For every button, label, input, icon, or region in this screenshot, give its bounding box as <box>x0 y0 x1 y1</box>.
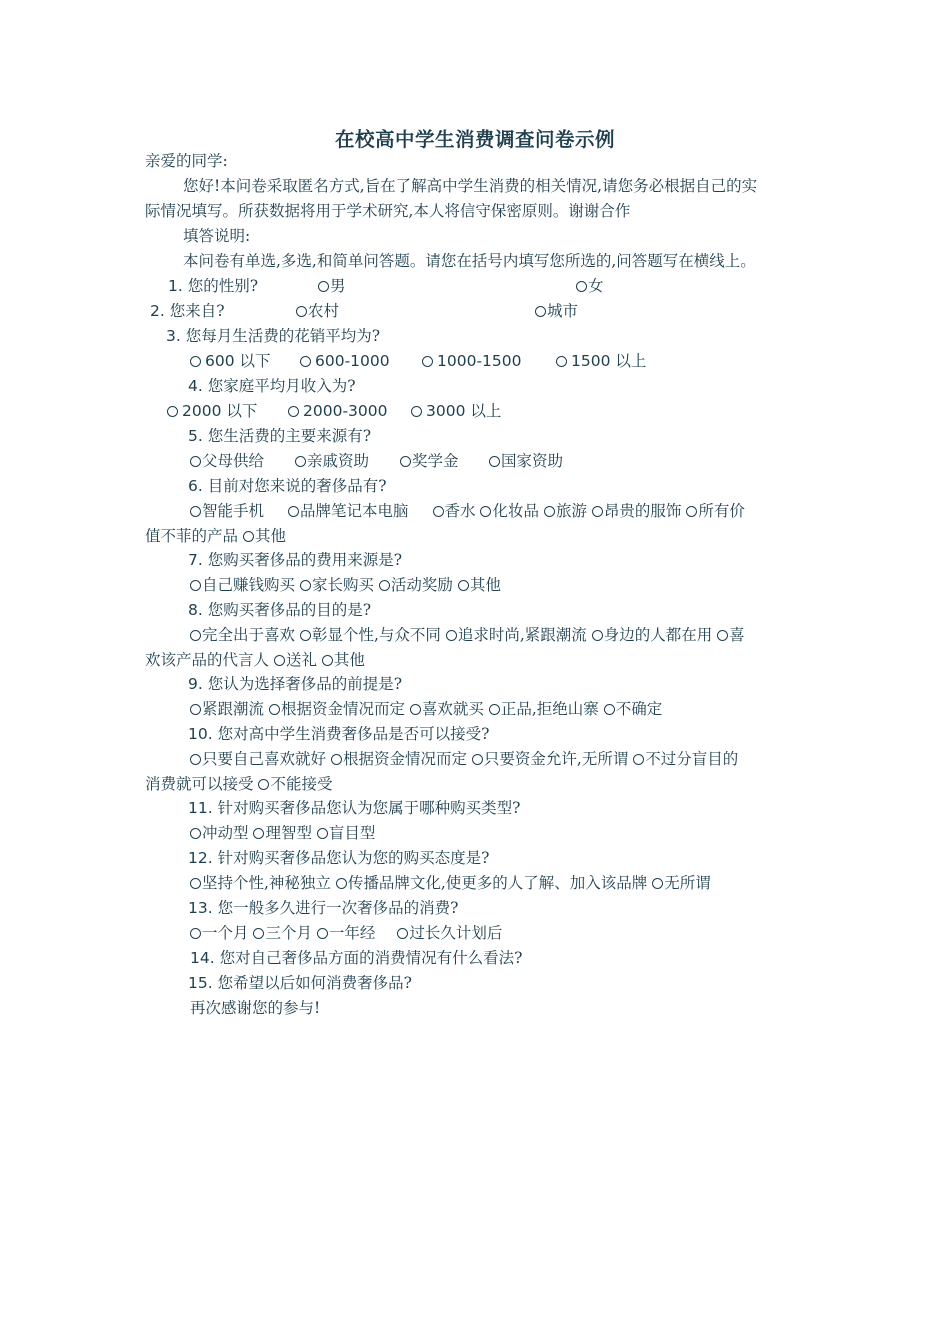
q12-option-3[interactable]: 无所谓 <box>652 872 711 894</box>
q10-option-4-part-1[interactable]: 不过分盲目的 <box>633 748 738 770</box>
radio-icon[interactable] <box>300 580 311 591</box>
closing-text: 再次感谢您的参与! <box>190 999 321 1017</box>
q3-option-3[interactable]: 1000-1500 <box>422 350 522 372</box>
q7-option-4[interactable]: 其他 <box>458 574 501 596</box>
radio-icon[interactable] <box>411 406 422 417</box>
radio-icon[interactable] <box>592 630 603 641</box>
q6-option-5[interactable]: 旅游 <box>544 500 587 522</box>
radio-icon[interactable] <box>717 630 728 641</box>
radio-icon[interactable] <box>576 281 587 292</box>
q1-option-2[interactable]: 女 <box>576 275 604 297</box>
radio-icon[interactable] <box>686 506 697 517</box>
q13-option-4[interactable]: 过长久计划后 <box>397 922 502 944</box>
radio-icon[interactable] <box>410 704 421 715</box>
q6-option-1[interactable]: 智能手机 <box>190 500 264 522</box>
radio-icon[interactable] <box>190 456 201 467</box>
q7-options <box>190 574 501 596</box>
q11-option-2[interactable]: 理智型 <box>253 822 312 844</box>
q9-option-4[interactable]: 正品,拒绝山寨 <box>489 698 599 720</box>
radio-icon[interactable] <box>243 531 254 542</box>
q7-option-2[interactable]: 家长购买 <box>300 574 374 596</box>
q2-option-2[interactable]: 城市 <box>535 300 578 322</box>
greeting: 亲爱的同学: <box>145 152 228 170</box>
radio-icon[interactable] <box>458 580 469 591</box>
question-9: 9. 您认为选择奢侈品的前提是? <box>188 675 403 693</box>
radio-icon[interactable] <box>544 506 555 517</box>
q6-option-4[interactable]: 化妆品 <box>480 500 539 522</box>
radio-icon[interactable] <box>274 655 285 666</box>
radio-icon[interactable] <box>472 754 483 765</box>
q12-options <box>190 872 711 894</box>
question-4: 4. 您家庭平均月收入为? <box>188 377 356 395</box>
instructions-heading: 填答说明: <box>183 227 251 245</box>
question-10: 10. 您对高中学生消费奢侈品是否可以接受? <box>188 725 490 743</box>
radio-icon[interactable] <box>317 928 328 939</box>
q5-option-3[interactable]: 奖学金 <box>400 450 459 472</box>
question-15: 15. 您希望以后如何消费奢侈品? <box>188 974 412 992</box>
radio-icon[interactable] <box>190 928 201 939</box>
q10-options-line-2 <box>145 773 332 795</box>
radio-icon[interactable] <box>190 356 201 367</box>
radio-icon[interactable] <box>190 506 201 517</box>
q13-option-3[interactable]: 一年经 <box>317 922 376 944</box>
q10-option-5[interactable]: 不能接受 <box>258 773 332 795</box>
radio-icon[interactable] <box>190 704 201 715</box>
q13-option-2[interactable]: 三个月 <box>253 922 312 944</box>
document-title: 在校高中学生消费调查问卷示例 <box>334 128 615 151</box>
radio-icon[interactable] <box>336 878 347 889</box>
radio-icon[interactable] <box>190 878 201 889</box>
q3-option-1[interactable]: 600 以下 <box>190 350 271 372</box>
instructions-text: 本问卷有单选,多选,和简单问答题。请您在括号内填写您所选的,问答题写在横线上。 <box>183 252 756 270</box>
radio-icon[interactable] <box>604 704 615 715</box>
question-14: 14. 您对自己奢侈品方面的消费情况有什么看法? <box>190 949 523 967</box>
radio-icon[interactable] <box>190 754 201 765</box>
radio-icon[interactable] <box>190 630 201 641</box>
radio-icon[interactable] <box>379 580 390 591</box>
q6-option-6[interactable]: 昂贵的服饰 <box>592 500 682 522</box>
radio-icon[interactable] <box>633 754 644 765</box>
q8-option-4[interactable]: 身边的人都在用 <box>592 624 713 646</box>
q12-option-1[interactable]: 坚持个性,神秘独立 <box>190 872 331 894</box>
radio-icon[interactable] <box>433 506 444 517</box>
q4-option-3[interactable]: 3000 以上 <box>411 400 501 422</box>
q7-option-3[interactable]: 活动奖励 <box>379 574 453 596</box>
radio-icon[interactable] <box>535 306 546 317</box>
q8-option-7[interactable]: 其他 <box>322 649 365 671</box>
radio-icon[interactable] <box>295 456 306 467</box>
radio-icon[interactable] <box>288 406 299 417</box>
question-12: 12. 针对购买奢侈品您认为您的购买态度是? <box>188 849 490 867</box>
q13-option-1[interactable]: 一个月 <box>190 922 249 944</box>
radio-icon[interactable] <box>446 630 457 641</box>
q8-option-2[interactable]: 彰显个性,与众不同 <box>300 624 441 646</box>
q6-option-8[interactable]: 其他 <box>243 525 286 547</box>
q4-option-1[interactable]: 2000 以下 <box>167 400 257 422</box>
q2-option-1[interactable]: 农村 <box>296 300 339 322</box>
q8-option-5-part-1[interactable]: 喜 <box>717 624 745 646</box>
question-11: 11. 针对购买奢侈品您认为您属于哪种购买类型? <box>188 799 521 817</box>
radio-icon[interactable] <box>253 828 264 839</box>
q3-option-4[interactable]: 1500 以上 <box>556 350 646 372</box>
q3-option-2[interactable]: 600-1000 <box>300 350 390 372</box>
question-1: 1. 您的性别? <box>168 277 259 295</box>
radio-icon[interactable] <box>258 779 269 790</box>
q9-options <box>190 698 662 720</box>
q10-option-4-part-2[interactable]: 消费就可以接受 <box>145 775 254 793</box>
radio-icon[interactable] <box>190 828 201 839</box>
radio-icon[interactable] <box>300 630 311 641</box>
q9-option-1[interactable]: 紧跟潮流 <box>190 698 264 720</box>
q11-options <box>190 822 375 844</box>
q6-options-line-2 <box>145 525 286 547</box>
question-3: 3. 您每月生活费的花销平均为? <box>166 327 381 345</box>
q8-options-line-1 <box>190 624 745 646</box>
radio-icon[interactable] <box>397 928 408 939</box>
intro-line-2: 际情况填写。所获数据将用于学术研究,本人将信守保密原则。谢谢合作 <box>145 202 631 220</box>
q4-option-2[interactable]: 2000-3000 <box>288 400 388 422</box>
q7-option-1[interactable]: 自己赚钱购买 <box>190 574 295 596</box>
radio-icon[interactable] <box>592 506 603 517</box>
q11-option-3[interactable]: 盲目型 <box>317 822 376 844</box>
q11-option-1[interactable]: 冲动型 <box>190 822 249 844</box>
radio-icon[interactable] <box>489 704 500 715</box>
radio-icon[interactable] <box>400 456 411 467</box>
question-6: 6. 目前对您来说的奢侈品有? <box>188 477 387 495</box>
q13-options <box>190 922 502 944</box>
radio-icon[interactable] <box>556 356 567 367</box>
q8-option-5-part-2[interactable]: 欢该产品的代言人 <box>145 651 270 669</box>
radio-icon[interactable] <box>167 406 178 417</box>
q9-option-2[interactable]: 根据资金情况而定 <box>269 698 405 720</box>
q8-options-line-2 <box>145 649 365 671</box>
q8-option-1[interactable]: 完全出于喜欢 <box>190 624 295 646</box>
q5-option-2[interactable]: 亲戚资助 <box>295 450 369 472</box>
q8-option-3[interactable]: 追求时尚,紧跟潮流 <box>446 624 587 646</box>
q8-option-6[interactable]: 送礼 <box>274 649 317 671</box>
question-8: 8. 您购买奢侈品的目的是? <box>188 601 372 619</box>
radio-icon[interactable] <box>190 580 201 591</box>
q9-option-5[interactable]: 不确定 <box>604 698 663 720</box>
radio-icon[interactable] <box>317 828 328 839</box>
q6-option-3[interactable]: 香水 <box>433 500 476 522</box>
q1-option-1[interactable]: 男 <box>318 275 346 297</box>
intro-line-1: 您好!本问卷采取匿名方式,旨在了解高中学生消费的相关情况,请您务必根据自己的实 <box>183 177 758 195</box>
radio-icon[interactable] <box>300 356 311 367</box>
radio-icon[interactable] <box>422 356 433 367</box>
radio-icon[interactable] <box>322 655 333 666</box>
q9-option-3[interactable]: 喜欢就买 <box>410 698 484 720</box>
question-7: 7. 您购买奢侈品的费用来源是? <box>188 551 403 569</box>
radio-icon[interactable] <box>480 506 491 517</box>
q10-option-2[interactable]: 根据资金情况而定 <box>331 748 467 770</box>
radio-icon[interactable] <box>253 928 264 939</box>
q6-option-7-part-1[interactable]: 所有价 <box>686 500 745 522</box>
radio-icon[interactable] <box>489 456 500 467</box>
q12-option-2[interactable]: 传播品牌文化,使更多的人了解、加入该品牌 <box>336 872 647 894</box>
question-2: 2. 您来自? <box>150 302 225 320</box>
q10-options-line-1 <box>190 748 738 770</box>
q6-option-2[interactable]: 品牌笔记本电脑 <box>288 500 409 522</box>
q6-options-line-1 <box>190 500 745 522</box>
radio-icon[interactable] <box>318 281 329 292</box>
q5-option-1[interactable]: 父母供给 <box>190 450 264 472</box>
radio-icon[interactable] <box>652 878 663 889</box>
radio-icon[interactable] <box>269 704 280 715</box>
radio-icon[interactable] <box>331 754 342 765</box>
question-13: 13. 您一般多久进行一次奢侈品的消费? <box>188 899 459 917</box>
radio-icon[interactable] <box>288 506 299 517</box>
question-5: 5. 您生活费的主要来源有? <box>188 427 372 445</box>
q10-option-1[interactable]: 只要自己喜欢就好 <box>190 748 326 770</box>
radio-icon[interactable] <box>296 306 307 317</box>
q5-option-4[interactable]: 国家资助 <box>489 450 563 472</box>
q10-option-3[interactable]: 只要资金允许,无所谓 <box>472 748 628 770</box>
q6-option-7-part-2[interactable]: 值不菲的产品 <box>145 527 239 545</box>
